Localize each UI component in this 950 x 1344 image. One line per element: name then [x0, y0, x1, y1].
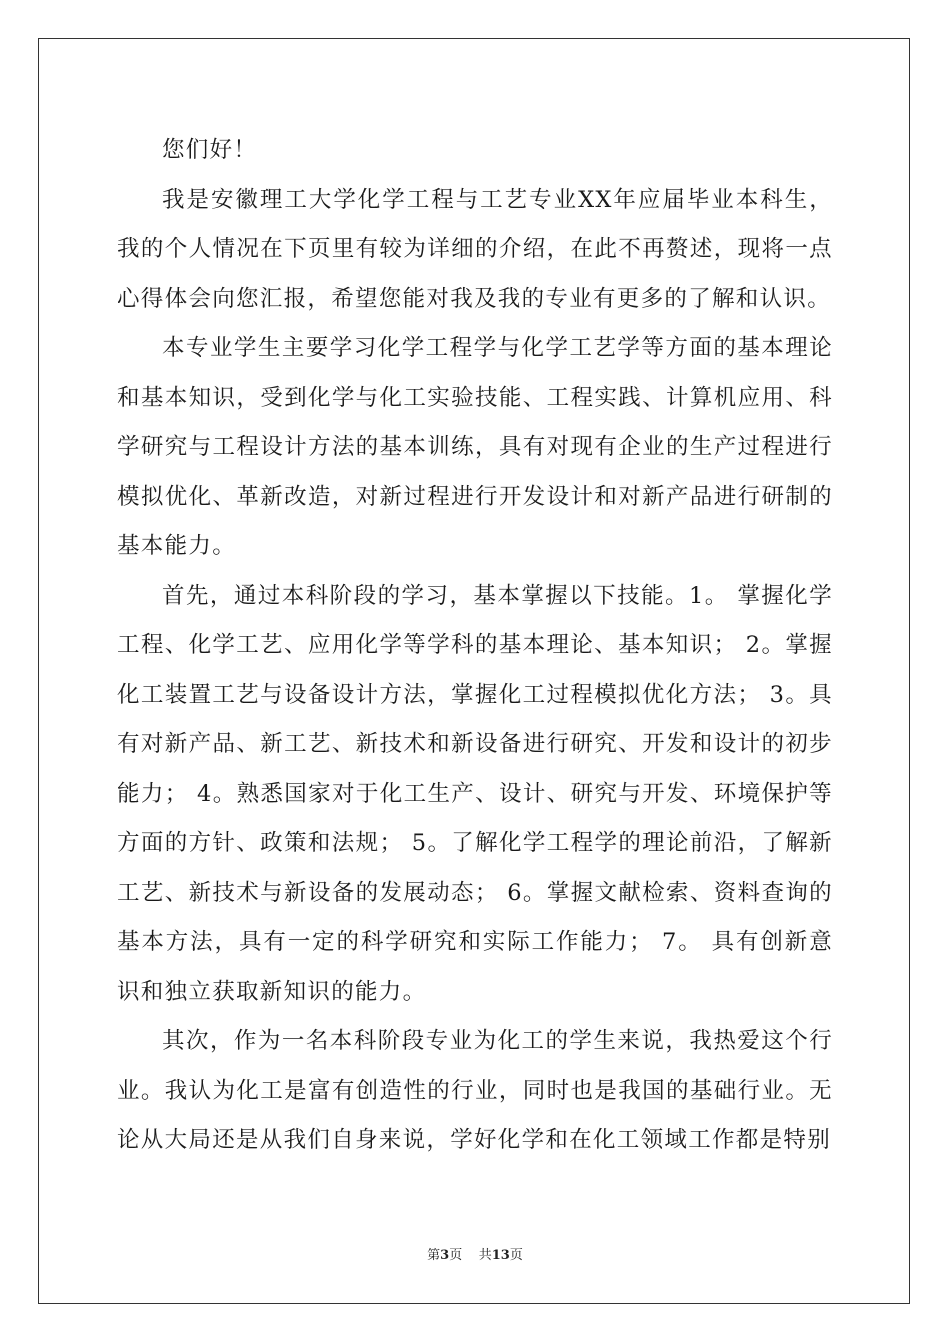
total-suffix: 页: [509, 1248, 523, 1263]
intro-paragraph: 我是安徽理工大学化学工程与工艺专业XX年应届毕业本科生，我的个人情况在下页里有较为详细的介绍，在此不再赘述，现将一点心得体会向您汇报，希望您能对我及我的专业有更多的了解和认识。: [117, 186, 833, 312]
skills-paragraph: 首先，通过本科阶段的学习，基本掌握以下技能。1。 掌握化学工程、化学工艺、应用化学等学科的基本理论、基本知识； 2。掌握化工装置工艺与设备设计方法，掌握化工过程模拟优化方法； 3。具有对新产品、新工艺、新技术和新设备进行研究、开发和设计的初步能力； 4。熟悉国家对于化工生产、设计、研究与开发、环境保护等方面的方针、政策和法规； 5。了解化学工程学的理论前沿，了解新工艺、新技术与新设备的发展动态； 6。掌握文献检索、资料查询的基本方法，具有一定的科学研究和实际工作能力； 7。 具有创新意识和独立获取新知识的能力。: [117, 582, 833, 1005]
total-pages: 13: [491, 1248, 510, 1263]
passion-paragraph: 其次，作为一名本科阶段专业为化工的学生来说，我热爱这个行业。我认为化工是富有创造性的行业，同时也是我国的基础行业。无论从大局还是从我们自身来说，学好化学和在化工领域工作都是特别: [117, 1028, 833, 1153]
document-body: [117, 126, 833, 1166]
greeting-paragraph: 您们好！: [162, 137, 258, 163]
total-prefix: 共: [478, 1248, 492, 1263]
major-description-paragraph: 本专业学生主要学习化学工程学与化学工艺学等方面的基本理论和基本知识，受到化学与化工实验技能、工程实践、计算机应用、科学研究与工程设计方法的基本训练，具有对现有企业的生产过程进行模拟优化、革新改造，对新过程进行开发设计和对新产品进行研制的基本能力。: [117, 335, 833, 559]
page-number: 3: [440, 1248, 450, 1263]
page-suffix: 页: [449, 1248, 463, 1263]
page-footer: [0, 1247, 950, 1265]
page-prefix: 第: [427, 1248, 441, 1263]
